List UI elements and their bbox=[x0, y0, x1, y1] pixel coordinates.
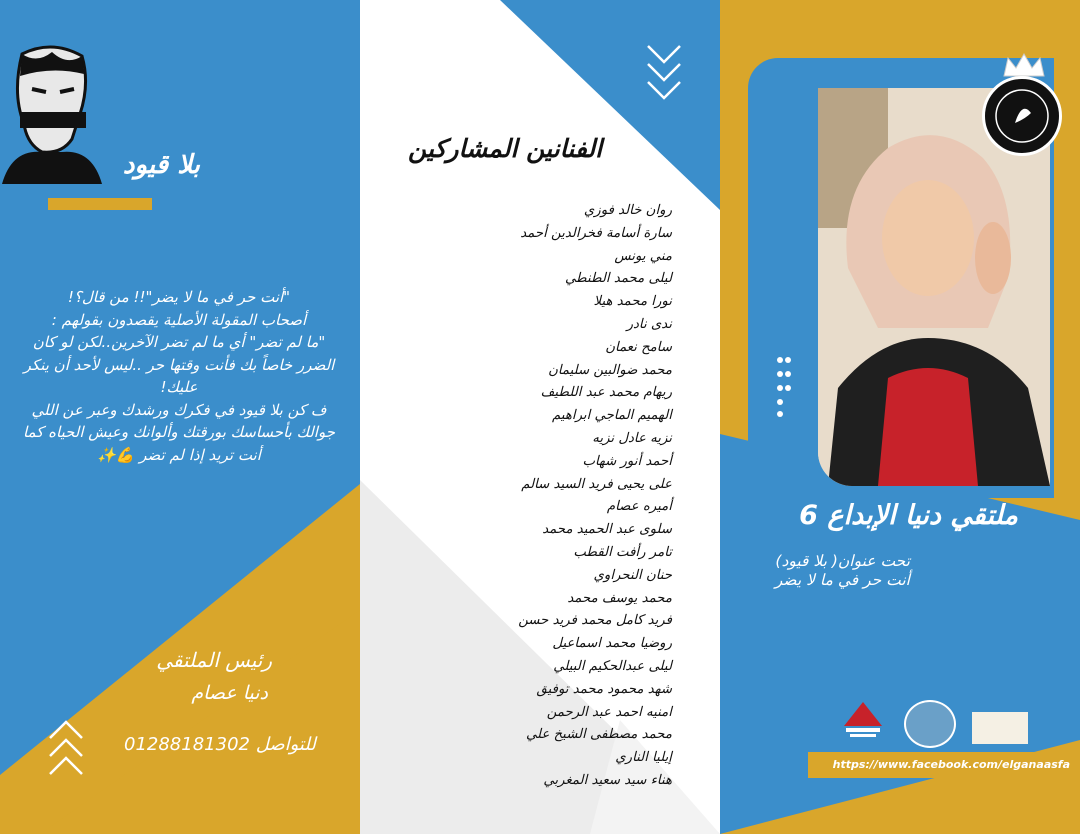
participant-name: ندى نادر bbox=[626, 316, 672, 332]
event-subtitle bbox=[775, 552, 910, 590]
participant-name: شهد محمود محمد توفيق bbox=[536, 681, 672, 697]
participant-name: نزيه عادل نزيه bbox=[592, 430, 672, 446]
participant-name: فريد كامل محمد فريد حسن bbox=[518, 613, 672, 629]
participant-name: أميره عصام bbox=[606, 499, 672, 515]
president-label: رئيس الملتقي bbox=[156, 648, 272, 672]
middle-panel bbox=[360, 0, 720, 834]
participant-name: تامر رأفت القطب bbox=[573, 544, 672, 560]
participant-name: أحمد أنور شهاب bbox=[582, 453, 672, 469]
participants-list bbox=[372, 200, 672, 793]
dots-decoration bbox=[776, 354, 792, 418]
quote-block bbox=[12, 286, 346, 466]
library-logo-icon bbox=[840, 700, 886, 740]
participant-name: إيليا الناري bbox=[615, 750, 672, 766]
participant-name: ريهام محمد عبد اللطيف bbox=[540, 385, 672, 401]
left-panel bbox=[0, 0, 360, 834]
chevrons-down-icon bbox=[644, 40, 684, 112]
participant-name: حنان النحراوي bbox=[593, 567, 672, 583]
contact-phone: للتواصل 01288181302 bbox=[124, 734, 316, 755]
left-title: بلا قيود bbox=[122, 150, 200, 180]
participant-name: محمد يوسف محمد bbox=[567, 590, 672, 606]
facebook-bar bbox=[808, 752, 1080, 778]
quote-line: أنت تريد إذا لم تضر 💪✨ bbox=[97, 445, 261, 464]
crown-icon bbox=[1002, 52, 1046, 78]
quote-line: أصحاب المقولة الأصلية يقصدون بقولهم : bbox=[51, 310, 307, 329]
sponsor-logo-circle bbox=[904, 700, 956, 748]
quote-line: "أنت حر في ما لا يضر"!! من قال؟! bbox=[67, 288, 291, 306]
participant-name: على يحيى فريد السيد سالم bbox=[521, 476, 672, 492]
quote-line: جوالك بأحساسك بورقتك وألوانك وعيش الحياه كما bbox=[22, 423, 335, 441]
participant-name: ليلى عبدالحكيم البيلي bbox=[553, 658, 672, 674]
quote-line: "ما لم تضر" أي ما لم تضر الآخرين..لكن لو كان bbox=[32, 333, 326, 351]
event-title: ملتقي دنيا الإبداع 6 bbox=[799, 500, 1018, 531]
participant-name: ليلى محمد الطنطي bbox=[564, 271, 672, 287]
participant-name: محمد ضوالبين سليمان bbox=[548, 362, 672, 378]
participant-name: روضيا محمد اسماعيل bbox=[552, 636, 672, 652]
forum-logo bbox=[982, 76, 1062, 156]
participant-name: مني يونس bbox=[614, 248, 672, 264]
participant-name: الهميم الماجي ابراهيم bbox=[552, 408, 672, 424]
subtitle-line: تحت عنوان( بلا قيود) bbox=[775, 552, 910, 570]
participant-name: نورا محمد هيلا bbox=[593, 294, 672, 310]
gold-divider bbox=[48, 198, 152, 210]
participant-name: سلوى عبد الحميد محمد bbox=[542, 522, 672, 538]
quote-line: عليك! bbox=[160, 378, 198, 396]
participant-name: سارة أسامة فخرالدين أحمد bbox=[520, 225, 672, 241]
participants-title: الفنانين المشاركين bbox=[407, 134, 603, 163]
participant-name: روان خالد فوزي bbox=[583, 203, 672, 218]
president-name: دنيا عصام bbox=[191, 682, 268, 704]
participant-name: محمد مصطفى الشيخ علي bbox=[525, 727, 672, 743]
facebook-link[interactable]: https://www.facebook.com/elganaasfa bbox=[832, 758, 1070, 771]
participant-name: سامح نعمان bbox=[605, 339, 672, 355]
gagged-man-illustration bbox=[2, 44, 102, 184]
quote-line: الضرر خاصاً بك فأنت وقتها حر ..ليس لأحد أن ينكر bbox=[23, 355, 335, 374]
participant-name: هناء سيد سعيد المغربي bbox=[543, 772, 672, 788]
logo-emblem bbox=[985, 79, 1059, 153]
sponsor-logo-library bbox=[840, 700, 886, 740]
chevrons-up-icon bbox=[46, 716, 86, 780]
sponsor-logo-forum bbox=[972, 712, 1028, 744]
quote-line: ف كن بلا قيود في فكرك ورشدك وعبر عن اللي bbox=[31, 400, 327, 419]
subtitle-line: أنت حر في ما لا يضر bbox=[774, 571, 910, 589]
participant-name: امنيه احمد عبد الرحمن bbox=[546, 704, 672, 720]
right-panel bbox=[720, 0, 1080, 834]
